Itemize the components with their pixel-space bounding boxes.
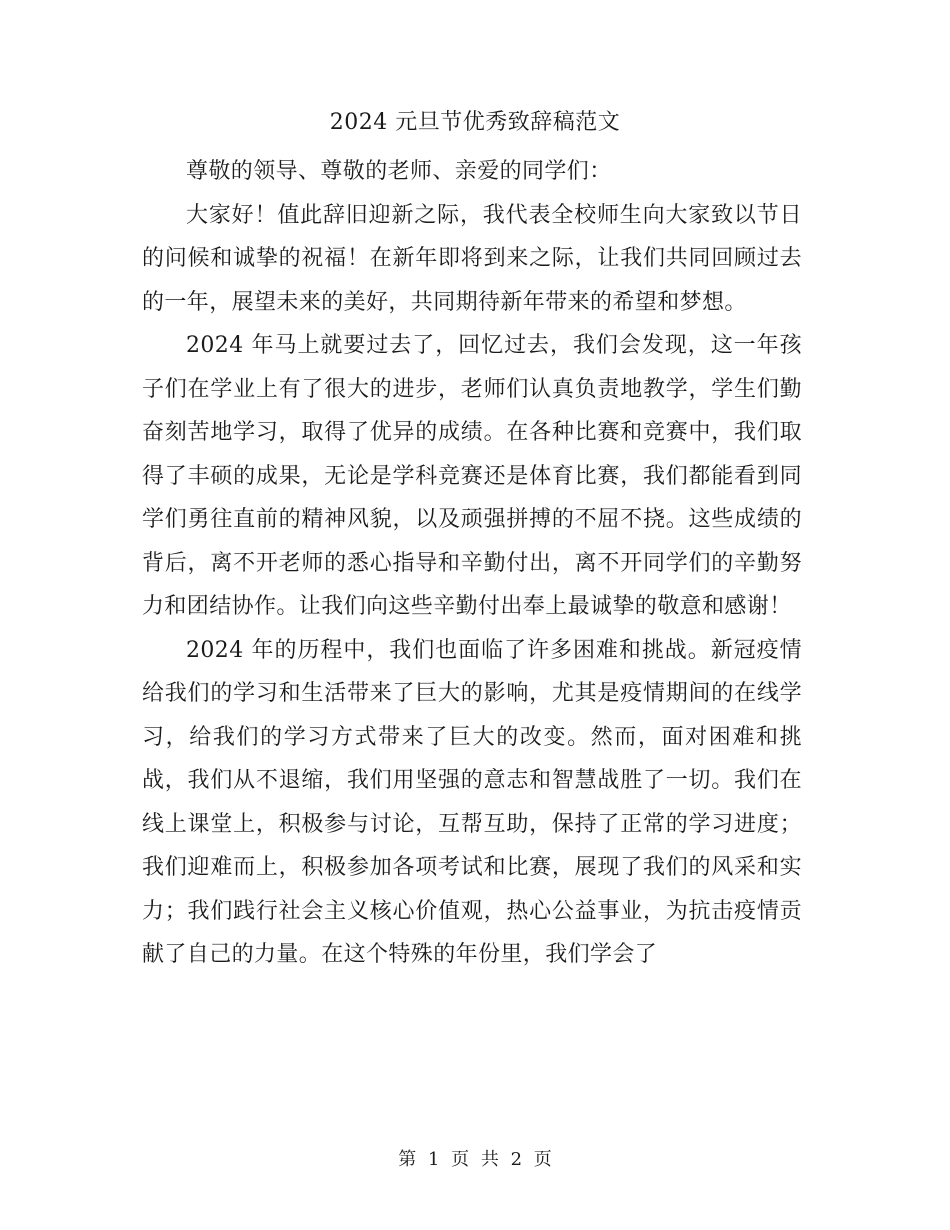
page-number: 第 1 页 共 2 页 [398,1149,552,1170]
challenges-paragraph: 2024 年的历程中，我们也面临了许多困难和挑战。新冠疫情给我们的学习和生活带来了巨大的影响，尤其是疫情期间的在线学习，给我们的学习方式带来了巨大的改变。然而，面对困难和挑战，我们从不退缩，我们用坚强的意志和智慧战胜了一切。我们在线上课堂上，积极参与讨论，互帮互助，保持了正常的学习进度；我们迎难而上，积极参加各项考试和比赛，展现了我们的风采和实力；我们践行社会主义核心价值观，热心公益事业，为抗击疫情贡献了自己的力量。在这个特殊的年份里，我们学会了 [142,637,802,967]
review-paragraph: 2024 年马上就要过去了，回忆过去，我们会发现，这一年孩子们在学业上有了很大的进步，老师们认真负责地教学，学生们勤奋刻苦地学习，取得了优异的成绩。在各种比赛和竞赛中，我们取得了丰硕的成果，无论是学科竞赛还是体育比赛，我们都能看到同学们勇往直前的精神风貌，以及顽强拼搏的不屈不挠。这些成绩的背后，离不开老师的悉心指导和辛勤付出，离不开同学们的辛勤努力和团结协作。让我们向这些辛勤付出奉上最诚挚的敬意和感谢！ [142,333,802,619]
salutation-paragraph: 尊敬的领导、尊敬的老师、亲爱的同学们： [186,159,612,184]
document-title: 2024 元旦节优秀致辞稿范文 [329,110,621,135]
greeting-paragraph: 大家好！值此辞旧迎新之际，我代表全校师生向大家致以节日的问候和诚挚的祝福！在新年即将到来之际，让我们共同回顾过去的一年，展望未来的美好，共同期待新年带来的希望和梦想。 [142,202,802,315]
document-body [142,150,802,977]
